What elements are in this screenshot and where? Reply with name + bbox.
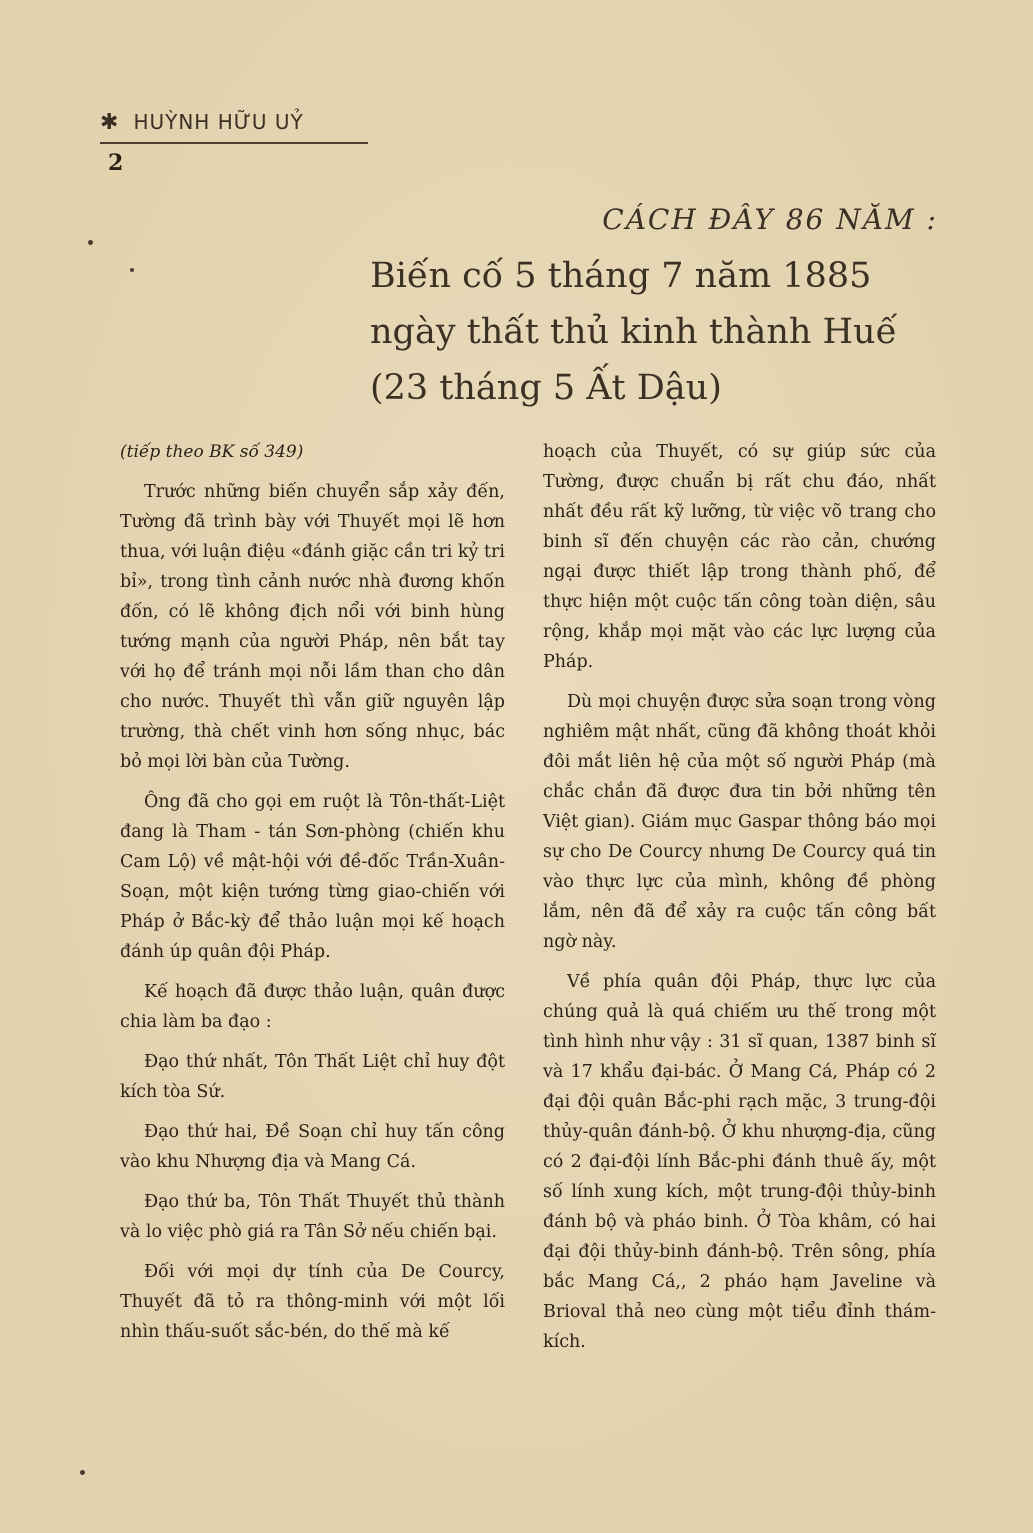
title-line: ngày thất thủ kinh thành Huế (370, 312, 898, 352)
speck (80, 1470, 85, 1475)
paragraph: hoạch của Thuyết, có sự giúp sức của Tường, được chuẩn bị rất chu đáo, nhất nhất đều rất kỹ lưỡng, từ việc võ trang cho binh sĩ đến chuyện các rào cản, chướng ngại được thiết lập trong thành phố, để thực hiện một cuộc tấn công toàn diện, sâu rộng, khắp mọi mặt vào các lực lượng của Pháp. (543, 442, 936, 672)
author-name: HUỲNH HỮU UỶ (133, 110, 304, 134)
paragraph: Đạo thứ ba, Tôn Thất Thuyết thủ thành và lo việc phò giá ra Tân Sở nếu chiến bại. (120, 1192, 505, 1242)
paragraph: Trước những biến chuyển sắp xảy đến, Tường đã trình bày với Thuyết mọi lẽ hơn thua, với luận điệu «đánh giặc cần tri kỷ tri bỉ», trong tình cảnh nước nhà đương khốn đốn, có lẽ không địch nổi với binh hùng tướng mạnh của người Pháp, nên bắt tay với họ để tránh mọi nỗi lầm than cho dân cho nước. Thuyết thì vẫn giữ nguyên lập trường, thà chết vinh hơn sống nhục, bác bỏ mọi lời bàn của Tường. (120, 482, 505, 772)
author-header (100, 110, 304, 135)
speck (88, 240, 93, 245)
paragraph: Dù mọi chuyện được sửa soạn trong vòng nghiêm mật nhất, cũng đã không thoát khỏi đôi mắt liên hệ của một số người Pháp (mà chắc chắn đã được đưa tin bởi những tên Việt gian). Giám mục Gaspar thông báo mọi sự cho De Courcy nhưng De Courcy quá tin vào thực lực của mình, không đề phòng lắm, nên đã để xảy ra cuộc tấn công bất ngờ này. (543, 692, 936, 952)
article-title (370, 248, 950, 416)
title-line: (23 tháng 5 Ất Dậu) (370, 368, 722, 408)
paragraph: Về phía quân đội Pháp, thực lực của chúng quả là quá chiếm ưu thế trong một tình hình như vậy : 31 sĩ quan, 1387 binh sĩ và 17 khẩu đại-bác. Ở Mang Cá, Pháp có 2 đại đội quân Bắc-phi rạch mặc, 3 trung-đội thủy-quân đánh-bộ. Ở khu nhượng-địa, cũng có 2 đại-đội lính Bắc-phi đánh thuê ấy, một số lính xung kích, một trung-đội thủy-binh đánh bộ và pháo binh. Ở Tòa khâm, có hai đại đội thủy-binh đánh-bộ. Trên sông, phía bắc Mang Cá,, 2 pháo hạm Javeline và Brioval thả neo cùng một tiểu đỉnh thám-kích. (543, 972, 936, 1352)
star-icon: ✱ (100, 110, 120, 135)
paragraph: Đối với mọi dự tính của De Courcy, Thuyết đã tỏ ra thông-minh với một lối nhìn thấu-suốt sắc-bén, do thế mà kế (120, 1262, 505, 1342)
header-rule (100, 142, 368, 144)
speck (130, 268, 134, 272)
paragraph: Đạo thứ hai, Đề Soạn chỉ huy tấn công vào khu Nhượng địa và Mang Cá. (120, 1122, 505, 1172)
title-line: Biến cố 5 tháng 7 năm 1885 (370, 256, 872, 296)
page-number: 2 (108, 150, 124, 176)
paragraph: Kế hoạch đã được thảo luận, quân được chia làm ba đạo : (120, 982, 505, 1032)
paragraph: Đạo thứ nhất, Tôn Thất Liệt chỉ huy đột kích tòa Sứ. (120, 1052, 505, 1102)
article-kicker: CÁCH ĐÂY 86 NĂM : (602, 203, 938, 236)
left-column (120, 437, 505, 1357)
continued-note: (tiếp theo BK số 349) (120, 442, 304, 462)
paragraph: Ông đã cho gọi em ruột là Tôn-thất-Liệt đang là Tham - tán Sơn-phòng (chiến khu Cam Lộ) về mật-hội với đề-đốc Trần-Xuân-Soạn, một kiện tướng từng giao-chiến với Pháp ở Bắc-kỳ để thảo luận mọi kế hoạch đánh úp quân đội Pháp. (120, 792, 505, 962)
right-column (543, 437, 936, 1367)
